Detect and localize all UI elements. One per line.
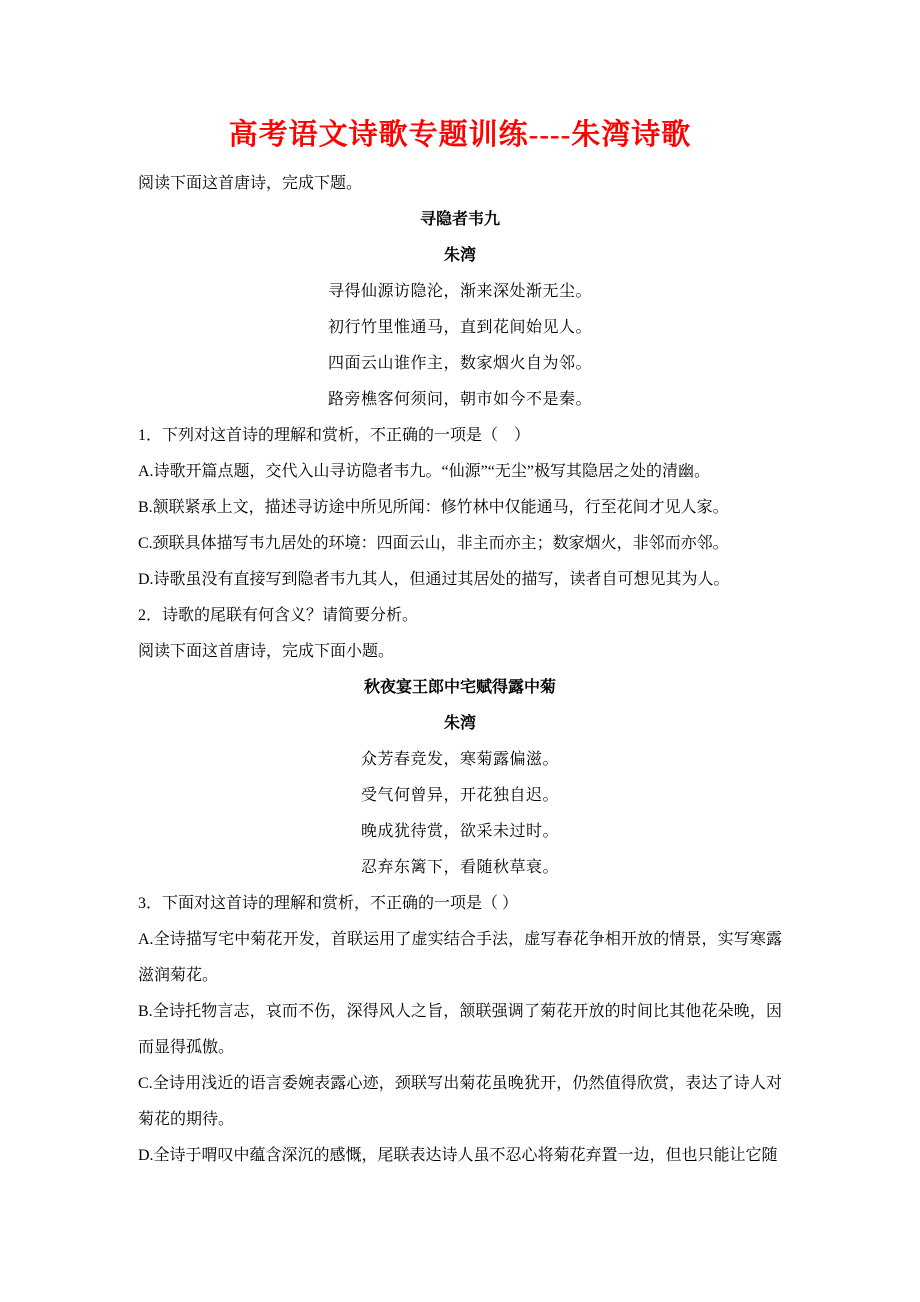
question1-option-a: A.诗歌开篇点题，交代入山寻访隐者韦九。“仙源”“无尘”极写其隐居之处的清幽。 [138,463,710,480]
poem2-line-1: 众芳春竞发，寒菊露偏滋。 [360,751,559,768]
passage2-intro: 阅读下面这首唐诗，完成下面小题。 [138,643,395,660]
question3-option-b: B.全诗托物言志，哀而不伤，深得风人之旨，颔联强调了菊花开放的时间比其他花朵晚，因而显得孤傲。 [138,1003,782,1056]
poem2-line-3: 晚成犹待赏，欲采未过时。 [360,823,559,840]
poem1-line-3: 四面云山谁作主，数家烟火自为邻。 [327,355,592,372]
question1-stem: 1．下列对这首诗的理解和赏析，不正确的一项是（ ） [138,427,531,444]
question1-option-c: C.颈联具体描写韦九居处的环境：四面云山，非主而亦主；数家烟火，非邻而亦邻。 [138,535,729,552]
passage1-intro: 阅读下面这首唐诗，完成下题。 [138,175,363,192]
poem2-line-2: 受气何曾异，开花独自迟。 [360,787,559,804]
poem1-author: 朱湾 [443,247,476,264]
question3-option-a: A.全诗描写宅中菊花开发，首联运用了虚实结合手法，虚写春花争相开放的情景，实写寒露滋润菊花。 [138,931,782,984]
poem1-title: 寻隐者韦九 [419,211,500,228]
poem1-line-2: 初行竹里惟通马，直到花间始见人。 [327,319,592,336]
poem1-line-4: 路旁樵客何须问，朝市如今不是秦。 [327,391,592,408]
poem1-line-1: 寻得仙源访隐沦，渐来深处渐无尘。 [327,283,592,300]
poem2-line-4: 忍弃东篱下，看随秋草衰。 [360,859,559,876]
question3-option-c: C.全诗用浅近的语言委婉表露心迹，颈联写出菊花虽晚犹开，仍然值得欣赏，表达了诗人对菊花的期待。 [138,1075,782,1128]
question2-stem: 2．诗歌的尾联有何含义？请简要分析。 [138,607,419,624]
poem2-author: 朱湾 [443,715,476,732]
question3-option-d: D.全诗于喟叹中蕴含深沉的感慨，尾联表达诗人虽不忍心将菊花弃置一边，但也只能让它随 [138,1147,778,1164]
question1-option-b: B.颔联紧承上文，描述寻访途中所见所闻：修竹林中仅能通马，行至花间才见人家。 [138,499,729,516]
question1-option-d: D.诗歌虽没有直接写到隐者韦九其人，但通过其居处的描写，读者自可想见其为人。 [138,571,730,588]
question3-stem: 3．下面对这首诗的理解和赏析，不正确的一项是（ ） [138,895,519,912]
page-title: 高考语文诗歌专题训练----朱湾诗歌 [228,119,692,151]
poem2-title: 秋夜宴王郎中宅赋得露中菊 [363,679,556,696]
